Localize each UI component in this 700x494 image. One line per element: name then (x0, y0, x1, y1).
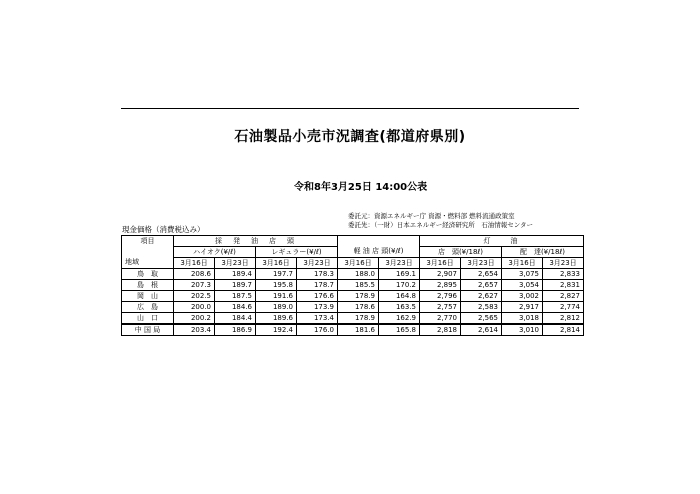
price-cell: 185.5 (338, 280, 379, 291)
diesel-group-spacer (338, 236, 420, 247)
price-cell: 164.8 (379, 291, 420, 302)
region-cell: 広 島 (122, 302, 174, 313)
price-cell: 2,833 (543, 269, 584, 280)
price-cell: 207.3 (174, 280, 215, 291)
summary-price-cell: 181.6 (338, 324, 379, 336)
table-row (122, 269, 584, 280)
price-cell: 189.6 (256, 313, 297, 325)
price-cell: 187.5 (215, 291, 256, 302)
price-cell: 170.2 (379, 280, 420, 291)
price-cell: 189.4 (215, 269, 256, 280)
kerosene-group-header: 灯 油 (420, 236, 584, 247)
date-header: 3月23日 (461, 258, 502, 269)
price-cell: 2,917 (502, 302, 543, 313)
price-caption: 現金価格（消費税込み） (122, 225, 205, 234)
price-cell: 184.4 (215, 313, 256, 325)
contractor-line: 委託先：（一財）日本エネルギー経済研究所 石油情報センター (348, 221, 533, 229)
item-header: 項目 (122, 236, 174, 247)
price-cell: 2,895 (420, 280, 461, 291)
summary-price-cell: 2,814 (543, 324, 584, 336)
price-cell: 178.7 (297, 280, 338, 291)
gasoline-group-header: 採 発 油 店 頭 (174, 236, 338, 247)
price-cell: 3,018 (502, 313, 543, 325)
price-cell: 188.0 (338, 269, 379, 280)
price-cell: 195.8 (256, 280, 297, 291)
price-cell: 2,812 (543, 313, 584, 325)
date-header: 3月23日 (543, 258, 584, 269)
price-cell: 162.9 (379, 313, 420, 325)
price-cell: 208.6 (174, 269, 215, 280)
date-header: 3月23日 (297, 258, 338, 269)
summary-price-cell: 203.4 (174, 324, 215, 336)
document-title: 石油製品小売市況調査(都道府県別) (234, 129, 466, 145)
date-header: 3月16日 (420, 258, 461, 269)
price-cell: 3,002 (502, 291, 543, 302)
price-cell: 178.6 (338, 302, 379, 313)
price-cell: 191.6 (256, 291, 297, 302)
price-cell: 2,657 (461, 280, 502, 291)
price-cell: 173.9 (297, 302, 338, 313)
price-cell: 197.7 (256, 269, 297, 280)
date-header: 3月23日 (215, 258, 256, 269)
table-row (122, 280, 584, 291)
summary-price-cell: 192.4 (256, 324, 297, 336)
date-header: 3月16日 (256, 258, 297, 269)
price-cell: 2,627 (461, 291, 502, 302)
price-cell: 178.9 (338, 291, 379, 302)
price-cell: 163.5 (379, 302, 420, 313)
price-cell: 2,770 (420, 313, 461, 325)
header-rule (121, 108, 579, 109)
summary-price-cell: 176.0 (297, 324, 338, 336)
price-cell: 184.6 (215, 302, 256, 313)
region-cell: 山 口 (122, 313, 174, 325)
price-cell: 2,583 (461, 302, 502, 313)
summary-row (122, 324, 584, 336)
summary-price-cell: 186.9 (215, 324, 256, 336)
price-cell: 189.7 (215, 280, 256, 291)
price-cell: 2,907 (420, 269, 461, 280)
price-cell: 2,757 (420, 302, 461, 313)
price-cell: 2,827 (543, 291, 584, 302)
regular-header: レギュラー(¥/ℓ) (256, 247, 338, 258)
price-cell: 200.2 (174, 313, 215, 325)
price-cell: 2,774 (543, 302, 584, 313)
region-cell: 岡 山 (122, 291, 174, 302)
publication-date: 令和8年3月25日 14:00公表 (294, 182, 428, 193)
kerosene-delivery-header: 配 達(¥/18ℓ) (502, 247, 584, 258)
date-header: 3月16日 (502, 258, 543, 269)
table-row (122, 291, 584, 302)
price-cell: 2,565 (461, 313, 502, 325)
premium-header: ハイオク(¥/ℓ) (174, 247, 256, 258)
price-cell: 2,796 (420, 291, 461, 302)
price-cell: 178.3 (297, 269, 338, 280)
price-cell: 200.0 (174, 302, 215, 313)
region-cell: 島 根 (122, 280, 174, 291)
price-cell: 2,654 (461, 269, 502, 280)
price-cell: 202.5 (174, 291, 215, 302)
table-row (122, 313, 584, 325)
header-row-groups (122, 236, 584, 247)
item-header-cont (122, 247, 174, 258)
commissioner-line: 委託元：資源エネルギー庁 資源・燃料部 燃料流通政策室 (348, 212, 515, 220)
price-cell: 3,075 (502, 269, 543, 280)
price-cell: 173.4 (297, 313, 338, 325)
date-header: 3月23日 (379, 258, 420, 269)
header-row-products (122, 247, 584, 258)
price-cell: 189.0 (256, 302, 297, 313)
date-header: 3月16日 (174, 258, 215, 269)
header-row-dates (122, 258, 584, 269)
diesel-header: 軽 油 店 頭(¥/ℓ) (338, 247, 420, 258)
price-cell: 3,054 (502, 280, 543, 291)
region-cell: 鳥 取 (122, 269, 174, 280)
summary-region-cell: 中 国 局 (122, 324, 174, 336)
region-header: 地域 (122, 258, 174, 269)
price-cell: 176.6 (297, 291, 338, 302)
kerosene-store-header: 店 頭(¥/18ℓ) (420, 247, 502, 258)
table-row (122, 302, 584, 313)
summary-price-cell: 165.8 (379, 324, 420, 336)
price-table (121, 235, 584, 336)
summary-price-cell: 3,010 (502, 324, 543, 336)
summary-price-cell: 2,614 (461, 324, 502, 336)
date-header: 3月16日 (338, 258, 379, 269)
summary-price-cell: 2,818 (420, 324, 461, 336)
price-cell: 2,831 (543, 280, 584, 291)
price-cell: 169.1 (379, 269, 420, 280)
price-cell: 178.9 (338, 313, 379, 325)
